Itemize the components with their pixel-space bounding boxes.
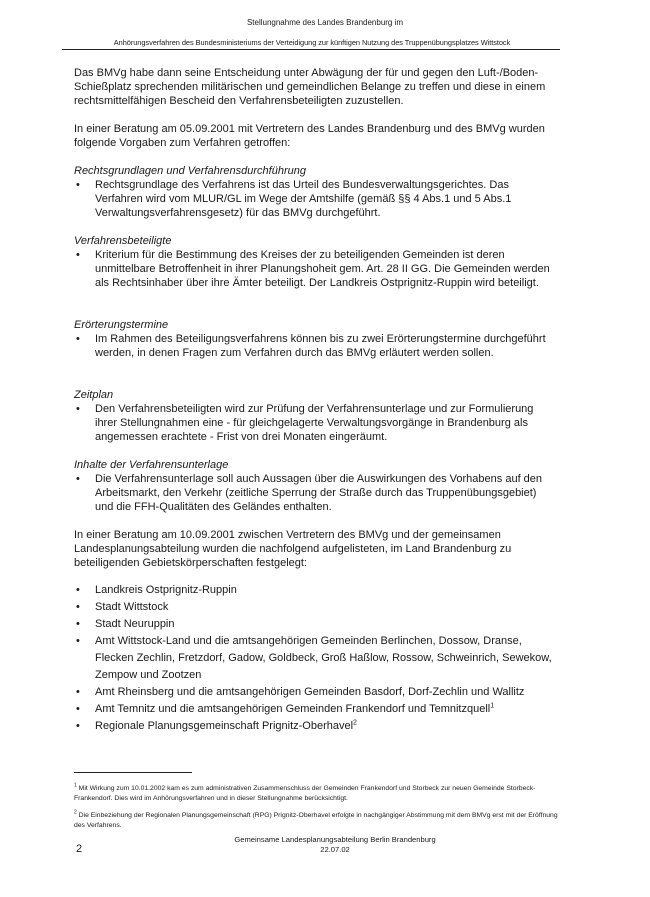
list-item: • Stadt Neuruppin — [74, 616, 554, 633]
section-bullet: • Im Rahmen des Beteiligungsverfahrens können bis zu zwei Erörterungstermine durchgeführt werden, in denen Fragen zum Verfahren durch das BMVg erläutert werden sollen. — [74, 332, 554, 360]
footnote-ref: 2 — [353, 719, 357, 727]
list-item — [74, 718, 554, 735]
section-heading: Rechtsgrundlagen und Verfahrensdurchführung — [74, 165, 306, 177]
paragraph-2 — [74, 122, 554, 150]
section-2 — [74, 234, 554, 290]
section-3 — [74, 318, 554, 360]
footnote-mark: 2 — [74, 809, 77, 816]
section-1 — [74, 164, 554, 220]
section-4 — [74, 388, 554, 444]
header-title: Stellungnahme des Landes Brandenburg im — [246, 18, 404, 27]
section-bullet: • Rechtsgrundlage des Verfahrens ist das Urteil des Bundesverwaltungsgerichtes. Das Verfahren wird vom MLUR/GL im Wege der Amtshilfe (gemäß §§ 4 Abs.1 und 5 Abs.1 Verwaltungsverfahrensgesetz) für das BMVg durchgeführt. — [74, 178, 554, 220]
list-item: • Landkreis Ostprignitz-Ruppin — [74, 582, 554, 599]
section-heading: Inhalte der Verfahrensunterlage — [74, 459, 229, 471]
footer-organisation: Gemeinsame Landesplanungsabteilung Berlin Brandenburg — [234, 835, 436, 844]
footnote-text: Die Einbeziehung der Regionalen Planungsgemeinschaft (RPG) Prignitz-Oberhavel erfolgte in nachgängiger Abstimmung mit dem BMVg erst mit der Eröffnung des Verfahrens. — [74, 812, 558, 829]
authority-list — [74, 582, 554, 735]
paragraph-3 — [74, 528, 554, 570]
section-bullet: • Die Verfahrensunterlage soll auch Aussagen über die Auswirkungen des Vorhabens auf den Arbeitsmarkt, den Verkehr (zeitliche Sperrung der Straße durch das Truppenübungsgebiet) und die FFH-Qualitäten des Geländes enthalten. — [74, 472, 554, 514]
list-item-text: Amt Rheinsberg und die amtsangehörigen Gemeinden Basdorf, Dorf-Zechlin und Wallitz — [95, 686, 525, 698]
paragraph-text: In einer Beratung am 10.09.2001 zwischen Vertretern des BMVg und der gemeinsamen Landesplanungsabteilung wurden die nachfolgend aufgelisteten, im Land Brandenburg zu beteiligenden Gebietskörperschaften festgelegt: — [74, 529, 512, 569]
list-item-text: Regionale Planungsgemeinschaft Prignitz-Oberhavel — [95, 720, 354, 732]
header-rule — [62, 49, 560, 50]
section-heading: Erörterungstermine — [74, 319, 169, 331]
section-bullet: • Den Verfahrensbeteiligten wird zur Prüfung der Verfahrensunterlage und zur Formulierung ihrer Stellungnahmen eine - für gleichgelagerte Verwaltungsvorgänge in Brandenburg als angemessen erachtete - Frist von drei Monaten eingeräumt. — [74, 402, 554, 444]
footer-date: 22.07.02 — [320, 845, 350, 854]
list-item-text: Amt Temnitz und die amtsangehörigen Gemeinden Frankendorf und Temnitzquell — [95, 703, 491, 715]
paragraph-text: Das BMVg habe dann seine Entscheidung unter Abwägung der für und gegen den Luft-/Boden-Schießplatz sprechenden militärischen und gemeindlichen Belange zu treffen und diese in einem rechtsmittelfähigen Bescheid den Verfahrensbeteiligten zuzustellen. — [74, 67, 546, 107]
page-number: 2 — [76, 843, 83, 855]
list-item: • Stadt Wittstock — [74, 599, 554, 616]
footnote-2 — [74, 811, 564, 830]
header-subtitle: Anhörungsverfahren des Bundesministeriums der Verteidigung zur künftigen Nutzung des Truppenübungsplatzes Wittstock — [113, 38, 511, 47]
section-heading: Zeitplan — [74, 389, 114, 401]
footnote-text: Mit Wirkung zum 10.01.2002 kam es zum administrativen Zusammenschluss der Gemeinden Frankendorf und Storbeck zur neuen Gemeinde Storbeck-Frankendorf. Dies wird im Anhörungsverfahren und in dieser Stellungnahme berücksichtigt. — [74, 785, 536, 802]
list-item — [74, 684, 554, 701]
footnote-1 — [74, 784, 564, 803]
footnote-mark: 1 — [74, 782, 77, 789]
footnote-rule — [74, 772, 192, 773]
paragraph-1 — [74, 66, 554, 108]
section-5 — [74, 458, 554, 514]
list-item — [74, 701, 554, 718]
section-bullet: • Kriterium für die Bestimmung des Kreises der zu beteiligenden Gemeinden ist deren unmittelbare Betroffenheit in ihrer Planungshoheit gem. Art. 28 II GG. Die Gemeinden werden als Rechtsinhaber über ihre Ämter beteiligt. Der Landkreis Ostprignitz-Ruppin wird beteiligt. — [74, 248, 554, 290]
section-heading: Verfahrensbeteiligte — [74, 235, 172, 247]
paragraph-text: In einer Beratung am 05.09.2001 mit Vertretern des Landes Brandenburg und des BMVg wurden folgende Vorgaben zum Verfahren getroffen: — [74, 123, 545, 149]
list-item: • Amt Wittstock-Land und die amtsangehörigen Gemeinden Berlinchen, Dossow, Dranse, Flecken Zechlin, Fretzdorf, Gadow, Goldbeck, Groß Haßlow, Rossow, Schweinrich, Sewekow, Zempow und Zootzen — [74, 633, 554, 684]
footnote-ref: 1 — [490, 702, 495, 710]
